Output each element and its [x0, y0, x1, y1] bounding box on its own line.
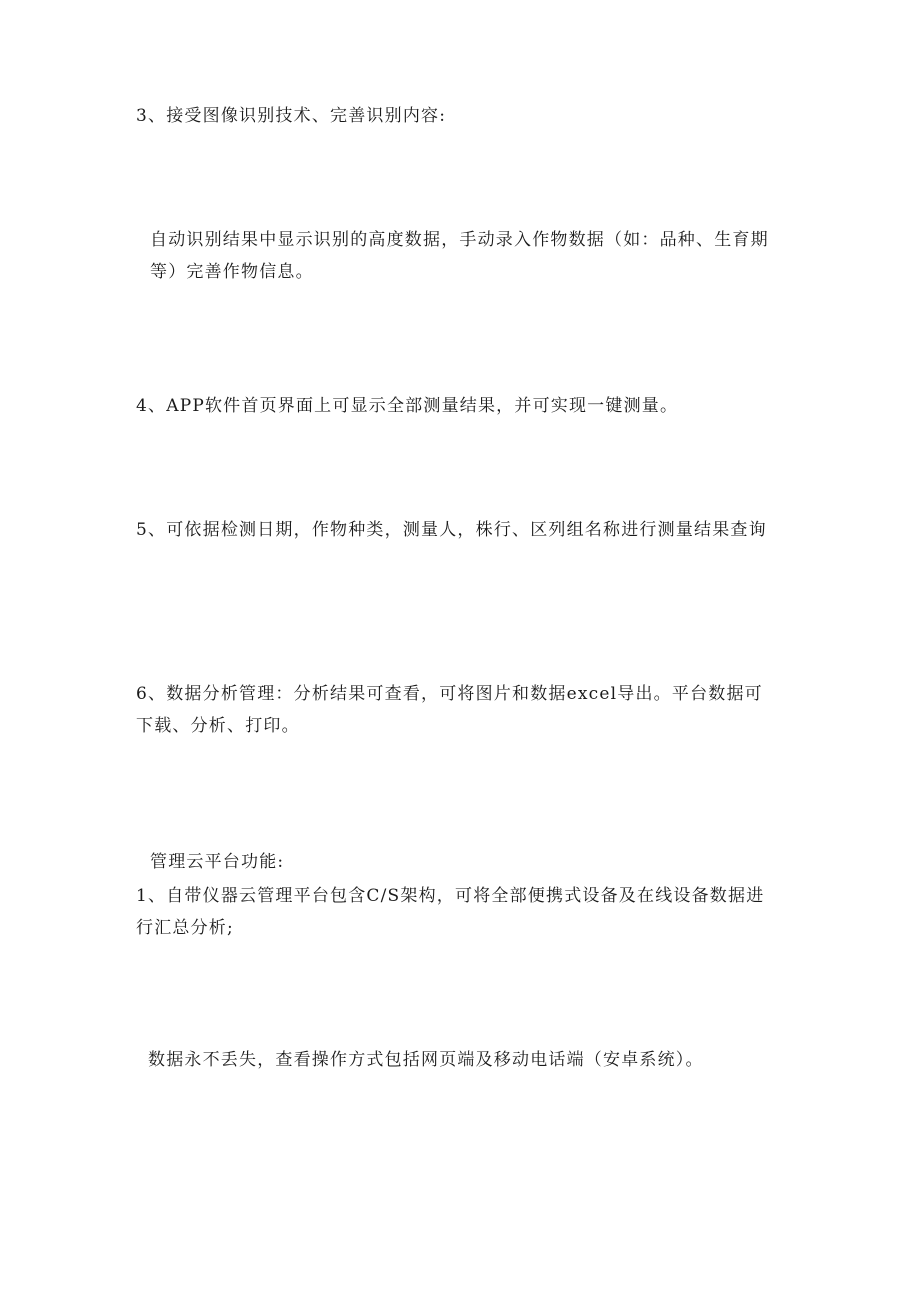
- paragraph-item-3-heading: 3、接受图像识别技术、完善识别内容:: [136, 106, 447, 126]
- paragraph-auto-recognition: 自动识别结果中显示识别的高度数据，手动录入作物数据（如：品种、生育期等）完善作物信息。: [150, 230, 769, 282]
- paragraph-item-6: 6、数据分析管理：分析结果可查看，可将图片和数据excel导出。平台数据可下载、分析、打印。: [136, 684, 763, 736]
- paragraph-cloud-item-1: 1、自带仪器云管理平台包含C/S架构，可将全部便携式设备及在线设备数据进行汇总分析;: [136, 886, 765, 938]
- paragraph-item-5: 5、可依据检测日期，作物种类，测量人，株行、区列组名称进行测量结果查询: [136, 520, 767, 540]
- paragraph-data-retention: 数据永不丢失，查看操作方式包括网页端及移动电话端（安卓系统）。: [148, 1050, 704, 1070]
- paragraph-item-4: 4、APP软件首页界面上可显示全部测量结果，并可实现一键测量。: [136, 396, 679, 416]
- section-title-cloud-platform: 管理云平台功能:: [150, 852, 285, 872]
